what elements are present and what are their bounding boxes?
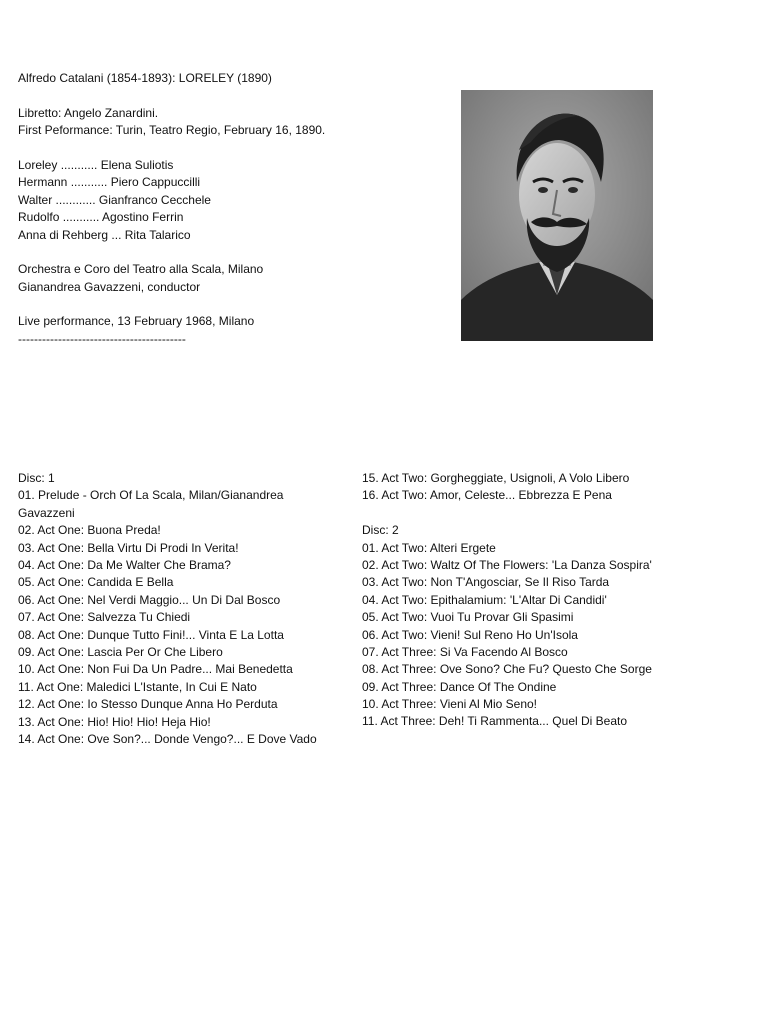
spacer <box>362 505 742 522</box>
track-item: 08. Act One: Dunque Tutto Fini!... Vinta E La Lotta <box>18 627 284 642</box>
track-item: 15. Act Two: Gorgheggiate, Usignoli, A Volo Libero <box>362 471 630 485</box>
orchestra-line: Orchestra e Coro del Teatro alla Scala, Milano <box>18 262 264 277</box>
track-item: 11. Act Three: Deh! Ti Rammenta... Quel Di Beato <box>362 714 628 729</box>
spacer <box>18 296 438 313</box>
spacer <box>18 244 438 261</box>
disc-1-column <box>18 470 318 748</box>
portrait-illustration <box>461 90 653 341</box>
track-item: 01. Prelude - Orch Of La Scala, Milan/Gianandrea Gavazzeni <box>18 488 284 520</box>
libretto-line: Libretto: Angelo Zanardini. <box>18 105 159 120</box>
conductor-line: Gianandrea Gavazzeni, conductor <box>18 279 201 294</box>
disc-label: Disc: 1 <box>18 471 55 485</box>
track-item: 03. Act Two: Non T'Angosciar, Se Il Riso Tarda <box>362 575 610 590</box>
track-item: 07. Act Three: Si Va Facendo Al Bosco <box>362 644 568 659</box>
track-item: 01. Act Two: Alteri Ergete <box>362 540 496 555</box>
live-performance-line: Live performance, 13 February 1968, Milano <box>18 314 255 329</box>
track-item: 06. Act One: Nel Verdi Maggio... Un Di Dal Bosco <box>18 592 281 607</box>
track-item: 10. Act Three: Vieni Al Mio Seno! <box>362 697 537 712</box>
header-block <box>18 70 438 348</box>
track-item: 09. Act Three: Dance Of The Ondine <box>362 679 557 694</box>
track-item: 14. Act One: Ove Son?... Donde Vengo?... E Dove Vado <box>18 731 317 746</box>
cast-line: Rudolfo ........... Agostino Ferrin <box>18 210 184 225</box>
track-item: 09. Act One: Lascia Per Or Che Libero <box>18 644 223 659</box>
track-item: 02. Act One: Buona Preda! <box>18 523 161 538</box>
track-item: 08. Act Three: Ove Sono? Che Fu? Questo Che Sorge <box>362 662 652 677</box>
track-item: 10. Act One: Non Fui Da Un Padre... Mai Benedetta <box>18 662 293 677</box>
cast-line: Loreley ........... Elena Suliotis <box>18 157 174 172</box>
cast-line: Hermann ........... Piero Cappuccilli <box>18 175 201 190</box>
track-item: 02. Act Two: Waltz Of The Flowers: 'La Danza Sospira' <box>362 557 652 572</box>
page-title: Alfredo Catalani (1854-1893): LORELEY (1890) <box>18 71 272 85</box>
spacer <box>18 140 438 157</box>
disc-2-column <box>362 470 742 731</box>
track-item: 07. Act One: Salvezza Tu Chiedi <box>18 610 191 625</box>
spacer <box>18 87 438 104</box>
track-item: 04. Act One: Da Me Walter Che Brama? <box>18 557 231 572</box>
track-item: 05. Act One: Candida E Bella <box>18 575 174 590</box>
cast-line: Anna di Rehberg ... Rita Talarico <box>18 227 191 242</box>
track-item: 16. Act Two: Amor, Celeste... Ebbrezza E Pena <box>362 488 612 503</box>
track-item: 13. Act One: Hio! Hio! Hio! Heja Hio! <box>18 714 211 729</box>
disc-label: Disc: 2 <box>362 523 399 538</box>
track-item: 03. Act One: Bella Virtu Di Prodi In Verita! <box>18 540 239 555</box>
track-item: 04. Act Two: Epithalamium: 'L'Altar Di Candidi' <box>362 592 607 607</box>
track-item: 05. Act Two: Vuoi Tu Provar Gli Spasimi <box>362 610 574 625</box>
portrait-photo <box>461 90 653 341</box>
track-item: 12. Act One: Io Stesso Dunque Anna Ho Perduta <box>18 697 278 712</box>
track-item: 11. Act One: Maledici L'Istante, In Cui E Nato <box>18 679 257 694</box>
track-item: 06. Act Two: Vieni! Sul Reno Ho Un'Isola <box>362 627 578 642</box>
divider-line: ------------------------------------------ <box>18 331 186 346</box>
cast-line: Walter ............ Gianfranco Cecchele <box>18 192 211 207</box>
first-performance-line: First Peformance: Turin, Teatro Regio, February 16, 1890. <box>18 123 326 138</box>
